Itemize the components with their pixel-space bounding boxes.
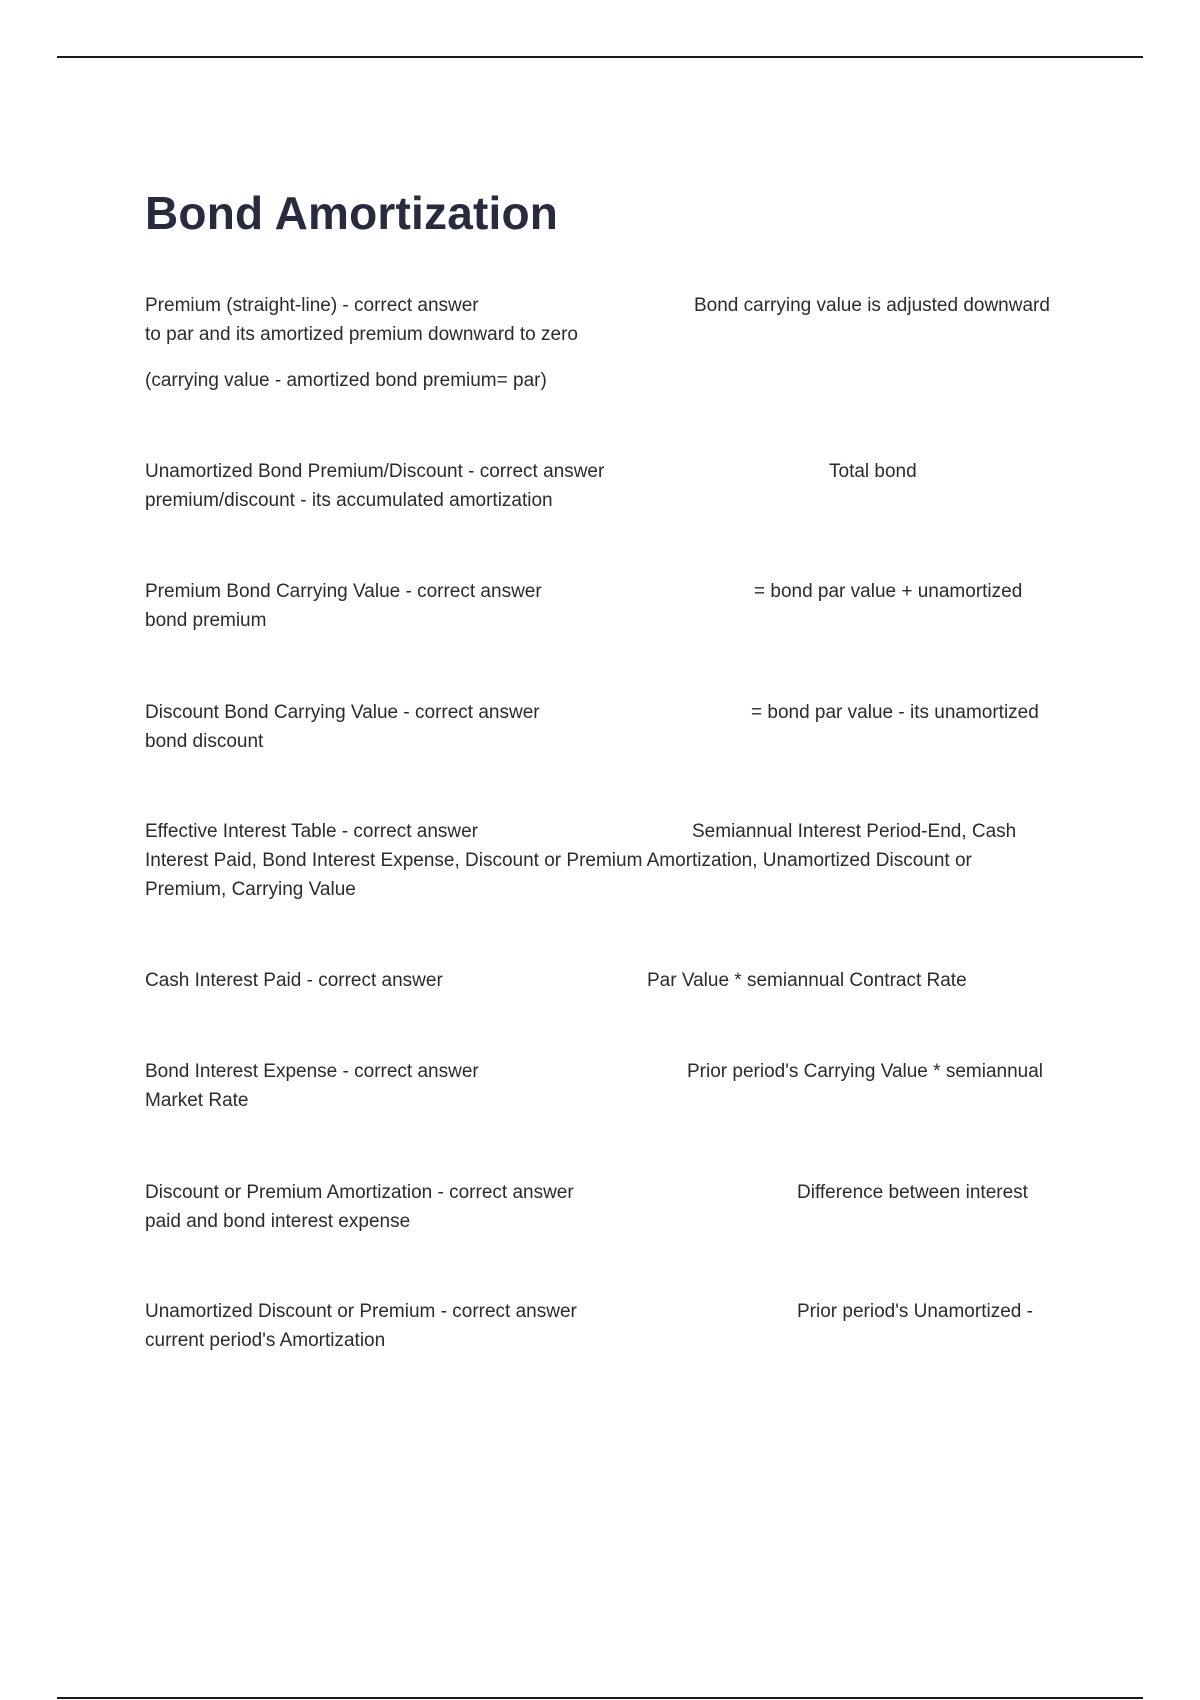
definition-continuation: Premium, Carrying Value (145, 879, 356, 900)
flashcard-entry (145, 1057, 1075, 1115)
definition-start: Difference between interest (797, 1182, 1028, 1203)
top-rule (57, 56, 1143, 58)
definition-continuation: Interest Paid, Bond Interest Expense, Discount or Premium Amortization, Unamortized Discount or (145, 850, 972, 871)
flashcard-entry (145, 577, 1075, 635)
definition-continuation: to par and its amortized premium downward to zero (145, 324, 578, 345)
term-label: Discount or Premium Amortization - correct answer (145, 1182, 574, 1203)
flashcard-entry (145, 457, 1075, 515)
term-label: Cash Interest Paid - correct answer (145, 970, 443, 991)
term-label: Discount Bond Carrying Value - correct answer (145, 702, 540, 723)
definition-start: Prior period's Unamortized - (797, 1301, 1033, 1322)
flashcard-entry (145, 291, 1075, 349)
page-title: Bond Amortization (145, 187, 559, 239)
definition-start: Bond carrying value is adjusted downward (694, 295, 1050, 316)
note-text: (carrying value - amortized bond premium= par) (145, 370, 547, 391)
definition-continuation: Market Rate (145, 1090, 249, 1111)
flashcard-entry (145, 1297, 1075, 1355)
flashcard-entry (145, 698, 1075, 756)
term-label: Premium (straight-line) - correct answer (145, 295, 479, 316)
term-label: Unamortized Discount or Premium - correct answer (145, 1301, 577, 1322)
flashcard-entry (145, 966, 1075, 995)
term-label: Effective Interest Table - correct answer (145, 821, 479, 842)
definition-start: = bond par value - its unamortized (751, 702, 1039, 723)
definition-continuation: premium/discount - its accumulated amortization (145, 490, 553, 511)
flashcard-entry (145, 1178, 1075, 1236)
flashcard-entry (145, 817, 1075, 904)
definition-start: Semiannual Interest Period-End, Cash (692, 821, 1017, 842)
definition-continuation: bond discount (145, 731, 264, 752)
definition-start: Par Value * semiannual Contract Rate (647, 970, 967, 991)
definition-start: Total bond (829, 461, 917, 482)
term-label: Unamortized Bond Premium/Discount - correct answer (145, 461, 605, 482)
definition-continuation: bond premium (145, 610, 267, 631)
definition-start: Prior period's Carrying Value * semiannual (687, 1061, 1043, 1082)
definition-continuation: current period's Amortization (145, 1330, 386, 1351)
bottom-rule (57, 1697, 1143, 1699)
term-label: Bond Interest Expense - correct answer (145, 1061, 479, 1082)
definition-continuation: paid and bond interest expense (145, 1211, 411, 1232)
term-label: Premium Bond Carrying Value - correct answer (145, 581, 542, 602)
definition-start: = bond par value + unamortized (754, 581, 1023, 602)
